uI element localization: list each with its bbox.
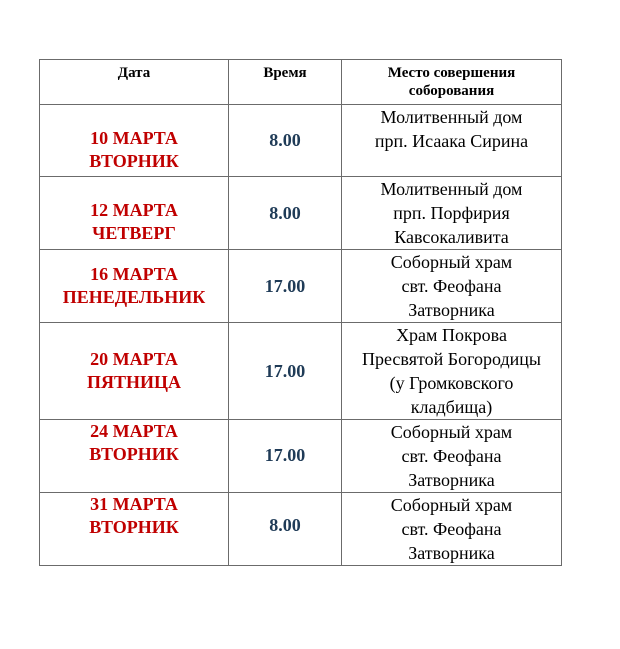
- header-place-line1: Место совершения: [387, 65, 516, 81]
- place-cell: [342, 177, 562, 250]
- schedule-table: [39, 59, 562, 566]
- place-line: (у Громковского: [389, 373, 514, 393]
- time-cell: 8.00: [229, 105, 342, 177]
- date-cell: [40, 323, 229, 420]
- header-time: Время: [229, 60, 342, 105]
- place-line: свт. Феофана: [401, 519, 502, 539]
- weekday-value: ЧЕТВЕРГ: [92, 223, 176, 243]
- place-cell: [342, 323, 562, 420]
- place-line: Затворника: [408, 543, 495, 563]
- weekday-value: ВТОРНИК: [89, 444, 179, 464]
- header-place-line2: соборования: [408, 83, 495, 99]
- time-cell: 17.00: [229, 323, 342, 420]
- date-value: 12 МАРТА: [90, 200, 178, 220]
- place-line: прп. Исаака Сирина: [374, 131, 529, 151]
- weekday-value: ПЕНЕДЕЛЬНИК: [62, 287, 206, 307]
- header-row: [40, 60, 562, 105]
- place-line: Соборный храм: [390, 495, 513, 515]
- place-cell: [342, 105, 562, 177]
- header-date: Дата: [40, 60, 229, 105]
- table-row: [40, 493, 562, 566]
- date-value: 16 МАРТА: [90, 264, 178, 284]
- time-cell: 8.00: [229, 177, 342, 250]
- place-line: свт. Феофана: [401, 276, 502, 296]
- place-line: Молитвенный дом: [380, 179, 523, 199]
- date-value: 20 МАРТА: [90, 349, 178, 369]
- place-cell: [342, 493, 562, 566]
- date-value: 31 МАРТА: [90, 494, 178, 514]
- place-line: Пресвятой Богородицы: [362, 349, 541, 369]
- table-row: [40, 250, 562, 323]
- place-line: Храм Покрова: [396, 325, 507, 345]
- place-line: кладбища): [410, 397, 493, 417]
- place-line: Затворника: [408, 470, 495, 490]
- table-row: [40, 420, 562, 493]
- place-cell: [342, 250, 562, 323]
- header-place: [342, 60, 562, 105]
- place-line: Молитвенный дом: [380, 107, 523, 127]
- table-row: [40, 177, 562, 250]
- date-value: 10 МАРТА: [90, 128, 178, 148]
- table-row: [40, 323, 562, 420]
- table-row: [40, 105, 562, 177]
- time-cell: 17.00: [229, 420, 342, 493]
- place-line: Кавсокаливита: [394, 227, 509, 247]
- place-line: свт. Феофана: [401, 446, 502, 466]
- date-cell: [40, 177, 229, 250]
- date-cell: [40, 250, 229, 323]
- place-line: Соборный храм: [390, 252, 513, 272]
- place-cell: [342, 420, 562, 493]
- place-line: Соборный храм: [390, 422, 513, 442]
- date-cell: [40, 105, 229, 177]
- date-value: 24 МАРТА: [90, 421, 178, 441]
- date-cell: [40, 493, 229, 566]
- weekday-value: ВТОРНИК: [89, 517, 179, 537]
- time-cell: 8.00: [229, 493, 342, 566]
- place-line: Затворника: [408, 300, 495, 320]
- weekday-value: ВТОРНИК: [89, 151, 179, 171]
- weekday-value: ПЯТНИЦА: [86, 372, 181, 392]
- place-line: прп. Порфирия: [393, 203, 510, 223]
- time-cell: 17.00: [229, 250, 342, 323]
- date-cell: [40, 420, 229, 493]
